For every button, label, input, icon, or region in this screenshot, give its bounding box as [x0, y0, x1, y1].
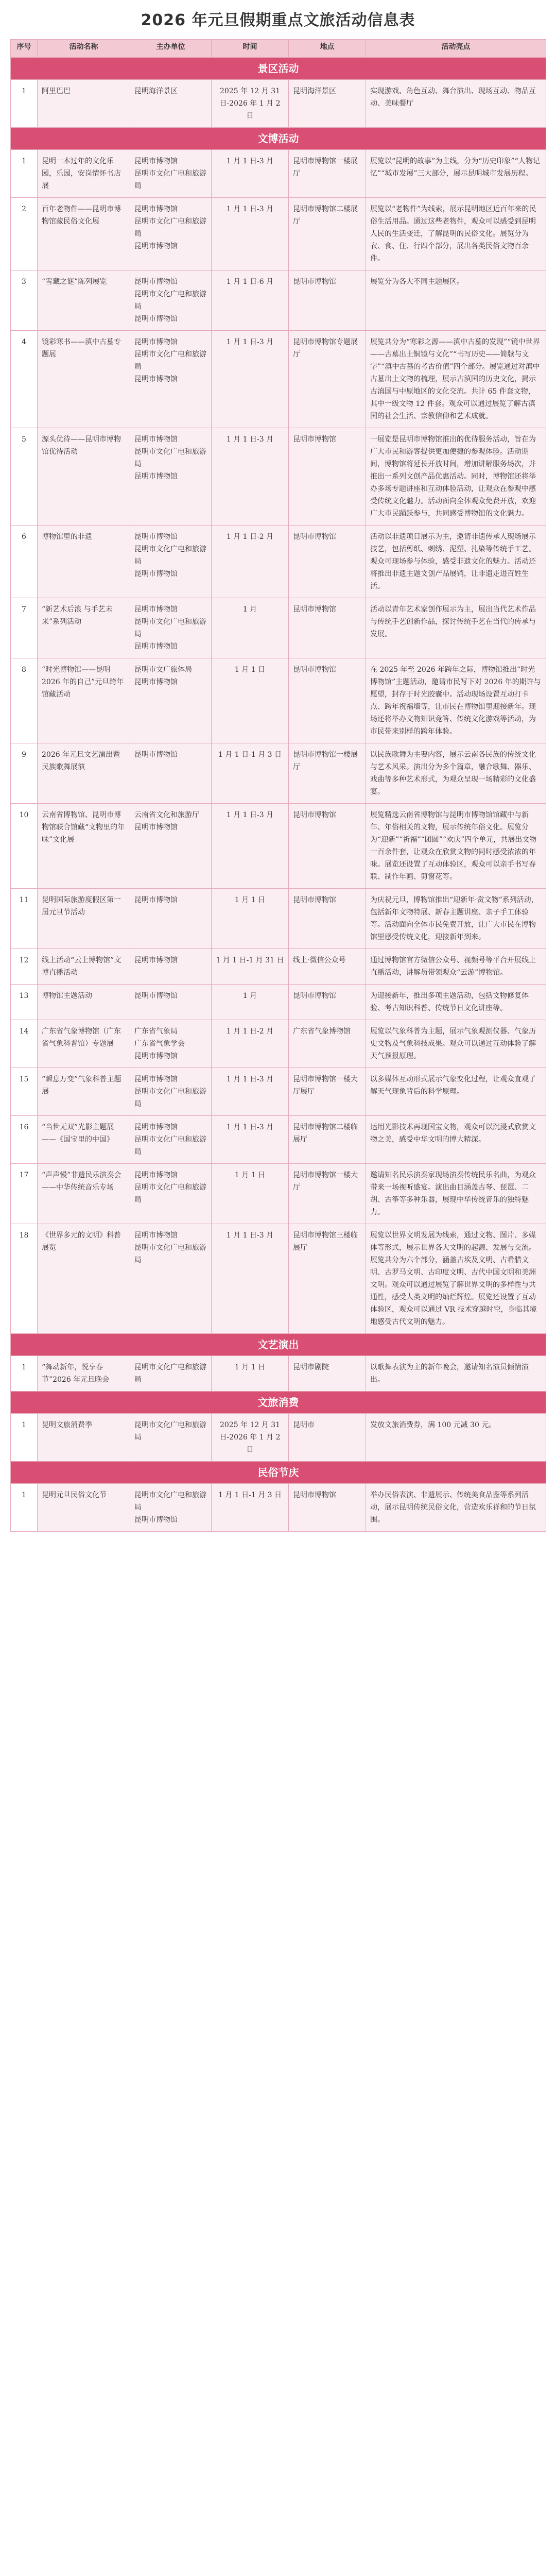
organizer-item: 昆明市文广旅体局	[134, 666, 192, 674]
document-title: 2026 年元旦假期重点文旅活动信息表	[141, 11, 415, 29]
time-cell: 1 月 1 日-3 月	[212, 428, 289, 526]
time-cell: 1 月 1 日-2 月	[212, 526, 289, 598]
section-header-row	[11, 1334, 546, 1356]
activity-name-cell: “时光博物馆——昆明 2026 年的自己”元旦跨年馆藏活动	[38, 658, 130, 743]
activity-name-cell: “当世无双”光影主题展——《国宝里的中国》	[38, 1116, 130, 1164]
time-cell: 1 月 1 日-3 月	[212, 804, 289, 889]
table-row	[11, 331, 546, 428]
organizer-item: 广东省气象局	[134, 1027, 178, 1036]
table-row	[11, 1414, 546, 1462]
activity-name-cell: 昆明一本过年的文化乐园，乐园，安岗情怀书店展	[38, 150, 130, 198]
place-cell: 昆明海洋景区	[289, 80, 366, 128]
place-cell: 昆明市剧院	[289, 1356, 366, 1392]
organizer-cell	[130, 1164, 212, 1224]
time-cell: 2025 年 12 月 31 日-2026 年 1 月 2 日	[212, 80, 289, 128]
organizer-item: 昆明市博物馆	[134, 1231, 178, 1240]
organizer-cell	[130, 331, 212, 428]
place-cell: 昆明市博物馆	[289, 889, 366, 949]
organizer-item: 昆明市文化广电和旅游局	[134, 618, 206, 638]
organizer-item: 昆明市博物馆	[134, 1075, 178, 1083]
organizer-item: 昆明市文化广电和旅游局	[134, 1421, 206, 1442]
place-cell: 昆明市博物馆	[289, 985, 366, 1020]
organizer-item: 昆明市博物馆	[134, 315, 178, 323]
time-cell: 1 月 1 日-3 月	[212, 1116, 289, 1164]
highlight-cell: 以民族歌舞为主要内容，展示云南各民族的传统文化与艺术风采。演出分为多个篇章，融合歌舞、器乐、戏曲等多种艺术形式，为观众呈现一场精彩的文化盛宴。	[366, 743, 546, 804]
table-row	[11, 598, 546, 658]
row-number-cell: 3	[11, 270, 38, 331]
time-cell: 1 月 1 日-1 月 31 日	[212, 949, 289, 985]
row-number-cell: 4	[11, 331, 38, 428]
table-row	[11, 1484, 546, 1532]
organizer-item: 昆明市博物馆	[134, 278, 178, 286]
activity-name-cell: 百年老物件——昆明市博物馆藏民俗文化展	[38, 198, 130, 270]
organizer-item: 昆明市博物馆	[134, 1052, 178, 1060]
section-title: 文博活动	[11, 128, 546, 150]
highlight-cell: 通过博物馆官方微信公众号、视频号等平台开展线上直播活动，讲解员带领观众“云游”博物馆。	[366, 949, 546, 985]
organizer-item: 昆明市文化广电和旅游局	[134, 290, 206, 311]
highlight-cell: 活动以青年艺术家创作展示为主，展出当代艺术作品与传统手艺创新作品，探讨传统手艺在当代的传承与发展。	[366, 598, 546, 658]
time-cell: 1 月 1 日-3 月	[212, 150, 289, 198]
activity-name-cell: “雪藏之谜”陈列展览	[38, 270, 130, 331]
organizer-item: 昆明市博物馆	[134, 338, 178, 346]
organizer-item: 昆明海洋景区	[134, 87, 178, 95]
row-number-cell: 1	[11, 150, 38, 198]
time-cell: 1 月 1 日-1 月 3 日	[212, 743, 289, 804]
time-cell: 1 月 1 日-6 月	[212, 270, 289, 331]
column-header-no: 序号	[11, 40, 38, 58]
time-cell: 1 月 1 日-3 月	[212, 1224, 289, 1334]
highlight-cell: 在 2025 年至 2026 年跨年之际，博物馆推出“时光博物馆”主题活动，邀请市民写下对 2026 年的期许与愿望，封存于时光胶囊中。活动现场设置互动打卡点、跨年祝福墙等，让市民在博物馆里迎接新年。现场还将举办文物知识竞答、传统文化游戏等活动，为市民带来别样的跨年体验。	[366, 658, 546, 743]
section-title: 景区活动	[11, 58, 546, 80]
time-cell: 1 月 1 日-1 月 3 日	[212, 1484, 289, 1532]
organizer-item: 昆明市文化广电和旅游局	[134, 1244, 206, 1264]
activity-name-cell: “瞬息万变”气象科普主题展	[38, 1068, 130, 1116]
activity-name-cell: 阿里巴巴	[38, 80, 130, 128]
organizer-item: 昆明市博物馆	[134, 751, 178, 759]
table-body	[11, 58, 546, 1532]
time-cell: 1 月	[212, 598, 289, 658]
highlight-cell: 展览以“老物件”为线索，展示昆明地区近百年来的民俗生活用品。通过这些老物件，观众可以感受到昆明人民的生活变迁，了解昆明的民俗文化。展览分为衣、食、住、行四个部分，展出各类民俗文物百余件。	[366, 198, 546, 270]
row-number-cell: 10	[11, 804, 38, 889]
activity-name-cell: 昆明元旦民俗文化节	[38, 1484, 130, 1532]
row-number-cell: 2	[11, 198, 38, 270]
table-row	[11, 270, 546, 331]
activity-name-cell: 《世界多元的文明》科普展览	[38, 1224, 130, 1334]
activity-name-cell: “舞动新年，悦享春节”2026 年元旦晚会	[38, 1356, 130, 1392]
time-cell: 1 月 1 日-3 月	[212, 331, 289, 428]
organizer-item: 昆明市文化广电和旅游局	[134, 1088, 206, 1108]
time-cell: 1 月 1 日	[212, 658, 289, 743]
time-cell: 1 月 1 日	[212, 1164, 289, 1224]
organizer-item: 昆明市文化广电和旅游局	[134, 1136, 206, 1156]
activity-name-cell: 云南省博物馆、昆明市博物馆联合馆藏“文物里的年味”文化展	[38, 804, 130, 889]
place-cell: 昆明市博物馆	[289, 804, 366, 889]
organizer-item: 昆明市博物馆	[134, 605, 178, 614]
row-number-cell: 1	[11, 1356, 38, 1392]
highlight-cell: 为迎接新年，推出多项主题活动，包括文物修复体验、考古知识科普、传统节日文化讲座等。	[366, 985, 546, 1020]
row-number-cell: 11	[11, 889, 38, 949]
place-cell: 昆明市博物馆二楼临展厅	[289, 1116, 366, 1164]
activity-name-cell: “声声慢”非遗民乐演奏会——中华传统音乐专场	[38, 1164, 130, 1224]
row-number-cell: 7	[11, 598, 38, 658]
place-cell: 昆明市博物馆一楼展厅	[289, 743, 366, 804]
organizer-cell	[130, 270, 212, 331]
organizer-item: 昆明市博物馆	[134, 375, 178, 383]
activity-name-cell: 博物馆主题活动	[38, 985, 130, 1020]
organizer-item: 昆明市文化广电和旅游局	[134, 170, 206, 190]
organizer-item: 昆明市博物馆	[134, 823, 178, 832]
organizer-cell	[130, 889, 212, 949]
table-row	[11, 889, 546, 949]
organizer-item: 昆明市博物馆	[134, 472, 178, 481]
organizer-cell	[130, 1020, 212, 1068]
time-cell: 2025 年 12 月 31 日-2026 年 1 月 2 日	[212, 1414, 289, 1462]
organizer-cell	[130, 804, 212, 889]
activity-name-cell: 广东省气象博物馆（广东省气象科普馆）专题展	[38, 1020, 130, 1068]
place-cell: 昆明市博物馆一楼展厅	[289, 150, 366, 198]
highlight-cell: 一展览是昆明市博物馆推出的优待服务活动，旨在为广大市民和游客提供更加便捷的参观体验。活动期间，博物馆将延长开放时间，增加讲解服务场次，并推出一系列文创产品优惠活动。同时，博物馆还将举办多场专题讲座和互动体验活动，让观众在参观中感受传统文化魅力。活动面向全体观众免费开放，欢迎广大市民踊跃参与，共同感受博物馆的文化魅力。	[366, 428, 546, 526]
organizer-item: 昆明市博物馆	[134, 205, 178, 213]
table-row	[11, 658, 546, 743]
row-number-cell: 1	[11, 1484, 38, 1532]
organizer-item: 昆明市文化广电和旅游局	[134, 350, 206, 371]
highlight-cell: 发放文旅消费券，满 100 元减 30 元。	[366, 1414, 546, 1462]
highlight-cell: 展览以世界文明发展为线索，通过文物、图片、多媒体等形式，展示世界各大文明的起源、发展与交流。展览共分为六个部分，涵盖古埃及文明、古希腊文明、古罗马文明、古印度文明、古代中国文明和美洲文明。观众可以通过展览了解世界文明的多样性与共通性，感受人类文明的灿烂辉煌。展览还设置了互动体验区，观众可以通过 VR 技术穿越时空，身临其境地感受古代文明的魅力。	[366, 1224, 546, 1334]
section-header-row	[11, 128, 546, 150]
activity-name-cell: 昆明国际旅游度假区第一届元旦节活动	[38, 889, 130, 949]
row-number-cell: 9	[11, 743, 38, 804]
highlight-cell: 展览分为各大不同主题展区。	[366, 270, 546, 331]
organizer-item: 云南省文化和旅游厅	[134, 811, 199, 819]
place-cell: 昆明市博物馆一楼大厅	[289, 1164, 366, 1224]
column-header-time: 时间	[212, 40, 289, 58]
activity-name-cell: 镜彩寒书——滇中古墓专题展	[38, 331, 130, 428]
organizer-cell	[130, 743, 212, 804]
organizer-cell	[130, 1224, 212, 1334]
highlight-cell: 活动以非遗项目展示为主，邀请非遗传承人现场展示技艺，包括剪纸、刺绣、泥塑、扎染等传统手工艺。观众可现场参与体验，感受非遗文化的魅力。活动还将推出非遗主题文创产品展销，让非遗走进百姓生活。	[366, 526, 546, 598]
table-row	[11, 526, 546, 598]
row-number-cell: 6	[11, 526, 38, 598]
place-cell: 昆明市博物馆一楼大厅展厅	[289, 1068, 366, 1116]
activity-name-cell: 线上活动“云上博物馆”文博直播活动	[38, 949, 130, 985]
row-number-cell: 5	[11, 428, 38, 526]
section-title: 民俗节庆	[11, 1462, 546, 1484]
place-cell: 线上·微信公众号	[289, 949, 366, 985]
highlight-cell: 展览精选云南省博物馆与昆明市博物馆馆藏中与新年、年俗相关的文物，展示传统年俗文化。展览分为“迎新”“祈福”“团圆”“欢庆”四个单元，共展出文物一百余件套，让观众在欣赏文物的同时感受浓浓的年味。展览还设置了互动体验区，观众可以亲手书写春联、制作年画、剪窗花等。	[366, 804, 546, 889]
highlight-cell: 展览以气象科普为主题，展示气象观测仪器、气象历史文物及气象科技成果。观众可以通过互动体验了解天气预报原理。	[366, 1020, 546, 1068]
organizer-item: 昆明市文化广电和旅游局	[134, 217, 206, 238]
column-header-name: 活动名称	[38, 40, 130, 58]
organizer-item: 昆明市博物馆	[134, 435, 178, 444]
organizer-item: 昆明市博物馆	[134, 992, 178, 1000]
place-cell: 昆明市博物馆专题展厅	[289, 331, 366, 428]
row-number-cell: 18	[11, 1224, 38, 1334]
row-number-cell: 16	[11, 1116, 38, 1164]
organizer-cell	[130, 1356, 212, 1392]
organizer-item: 昆明市博物馆	[134, 1171, 178, 1179]
row-number-cell: 15	[11, 1068, 38, 1116]
table-header-row	[11, 40, 546, 58]
row-number-cell: 14	[11, 1020, 38, 1068]
activity-name-cell: 博物馆里的非遗	[38, 526, 130, 598]
place-cell: 昆明市博物馆	[289, 1484, 366, 1532]
organizer-item: 昆明市博物馆	[134, 570, 178, 578]
table-row	[11, 150, 546, 198]
place-cell: 广东省气象博物馆	[289, 1020, 366, 1068]
section-header-row	[11, 1392, 546, 1414]
table-row	[11, 1068, 546, 1116]
time-cell: 1 月	[212, 985, 289, 1020]
organizer-item: 昆明市文化广电和旅游局	[134, 1363, 206, 1384]
table-row	[11, 198, 546, 270]
organizer-cell	[130, 949, 212, 985]
time-cell: 1 月 1 日	[212, 889, 289, 949]
highlight-cell: 实现游戏、角色互动、舞台演出、现场互动、物品互动、美味餐厅	[366, 80, 546, 128]
table-row	[11, 1164, 546, 1224]
document	[10, 0, 546, 1532]
table-row	[11, 1020, 546, 1068]
organizer-item: 昆明市博物馆	[134, 157, 178, 165]
section-header-row	[11, 58, 546, 80]
table-row	[11, 428, 546, 526]
column-header-highlight: 活动亮点	[366, 40, 546, 58]
place-cell: 昆明市博物馆	[289, 270, 366, 331]
highlight-cell: 为庆祝元旦，博物馆推出“迎新年·赏文物”系列活动，包括新年文物特展、新春主题讲座、亲子手工体验等。活动面向全体市民免费开放，让广大市民在博物馆里感受传统文化，迎接新年到来。	[366, 889, 546, 949]
organizer-cell	[130, 150, 212, 198]
table-row	[11, 743, 546, 804]
highlight-cell: 邀请知名民乐演奏家现场演奏传统民乐名曲，为观众带来一场视听盛宴。演出曲目涵盖古琴、琵琶、二胡、古筝等多种乐器，展现中华传统音乐的独特魅力。	[366, 1164, 546, 1224]
place-cell: 昆明市博物馆二楼展厅	[289, 198, 366, 270]
organizer-cell	[130, 80, 212, 128]
column-header-organizer: 主办单位	[130, 40, 212, 58]
highlight-cell: 展览共分为“寒彩之源——滇中古墓的发现”“镜中世界——古墓出土铜镜与文化”“书写历史——简牍与文字”“滇中古墓的考古价值”四个部分。展览通过对滇中古墓出土文物的梳理，展示古滇国的历史文化，揭示古滇国与中原地区的文化交流。共计 65 件套文物，其中一级文物 12 件套。观众可以通过展览了解古滇国的社会生活、宗教信仰和艺术成就。	[366, 331, 546, 428]
row-number-cell: 1	[11, 80, 38, 128]
activity-table	[10, 39, 546, 1532]
place-cell: 昆明市博物馆三楼临展厅	[289, 1224, 366, 1334]
table-row	[11, 804, 546, 889]
row-number-cell: 13	[11, 985, 38, 1020]
table-row	[11, 80, 546, 128]
organizer-item: 昆明市博物馆	[134, 1516, 178, 1524]
time-cell: 1 月 1 日-2 月	[212, 1020, 289, 1068]
organizer-item: 昆明市博物馆	[134, 242, 178, 250]
organizer-cell	[130, 1116, 212, 1164]
section-title: 文艺演出	[11, 1334, 546, 1356]
table-row	[11, 1224, 546, 1334]
organizer-item: 昆明市博物馆	[134, 1123, 178, 1131]
organizer-item: 昆明市博物馆	[134, 642, 178, 651]
highlight-cell: 展览以“昆明的故事”为主线，分为“历史印象”“人物记忆”“城市发展”三大部分，展示昆明城市发展历程。	[366, 150, 546, 198]
activity-name-cell: 昆明文旅消费季	[38, 1414, 130, 1462]
organizer-item: 昆明市文化广电和旅游局	[134, 448, 206, 468]
time-cell: 1 月 1 日-3 月	[212, 198, 289, 270]
table-row	[11, 1356, 546, 1392]
row-number-cell: 8	[11, 658, 38, 743]
organizer-cell	[130, 198, 212, 270]
organizer-cell	[130, 526, 212, 598]
table-row	[11, 949, 546, 985]
organizer-item: 昆明市博物馆	[134, 896, 178, 904]
section-title: 文旅消费	[11, 1392, 546, 1414]
row-number-cell: 17	[11, 1164, 38, 1224]
organizer-item: 广东省气象学会	[134, 1040, 185, 1048]
organizer-cell	[130, 985, 212, 1020]
organizer-cell	[130, 598, 212, 658]
highlight-cell: 以多媒体互动形式展示气象变化过程，让观众直观了解天气现象背后的科学原理。	[366, 1068, 546, 1116]
organizer-item: 昆明市文化广电和旅游局	[134, 1183, 206, 1204]
place-cell: 昆明市博物馆	[289, 526, 366, 598]
organizer-item: 昆明市博物馆	[134, 533, 178, 541]
organizer-item: 昆明市博物馆	[134, 956, 178, 964]
place-cell: 昆明市博物馆	[289, 428, 366, 526]
organizer-cell	[130, 428, 212, 526]
highlight-cell: 运用光影技术再现国宝文物，观众可以沉浸式欣赏文物之美，感受中华文明的博大精深。	[366, 1116, 546, 1164]
table-row	[11, 985, 546, 1020]
time-cell: 1 月 1 日	[212, 1356, 289, 1392]
place-cell: 昆明市	[289, 1414, 366, 1462]
highlight-cell: 举办民俗表演、非遗展示、传统美食品鉴等系列活动，展示昆明传统民俗文化，营造欢乐祥和的节日氛围。	[366, 1484, 546, 1532]
row-number-cell: 12	[11, 949, 38, 985]
column-header-place: 地点	[289, 40, 366, 58]
organizer-cell	[130, 1484, 212, 1532]
row-number-cell: 1	[11, 1414, 38, 1462]
activity-name-cell: 2026 年元旦文艺演出暨民族歌舞展演	[38, 743, 130, 804]
organizer-item: 昆明市文化广电和旅游局	[134, 545, 206, 566]
organizer-cell	[130, 1414, 212, 1462]
organizer-item: 昆明市博物馆	[134, 678, 178, 686]
activity-name-cell: 源头优待——昆明市博物馆优待活动	[38, 428, 130, 526]
organizer-cell	[130, 1068, 212, 1116]
organizer-item: 昆明市文化广电和旅游局	[134, 1491, 206, 1512]
highlight-cell: 以歌舞表演为主的新年晚会，邀请知名演员倾情演出。	[366, 1356, 546, 1392]
table-row	[11, 1116, 546, 1164]
activity-name-cell: “新艺术后浪 与手艺未来”系列活动	[38, 598, 130, 658]
place-cell: 昆明市博物馆	[289, 658, 366, 743]
place-cell: 昆明市博物馆	[289, 598, 366, 658]
section-header-row	[11, 1462, 546, 1484]
time-cell: 1 月 1 日-3 月	[212, 1068, 289, 1116]
organizer-cell	[130, 658, 212, 743]
